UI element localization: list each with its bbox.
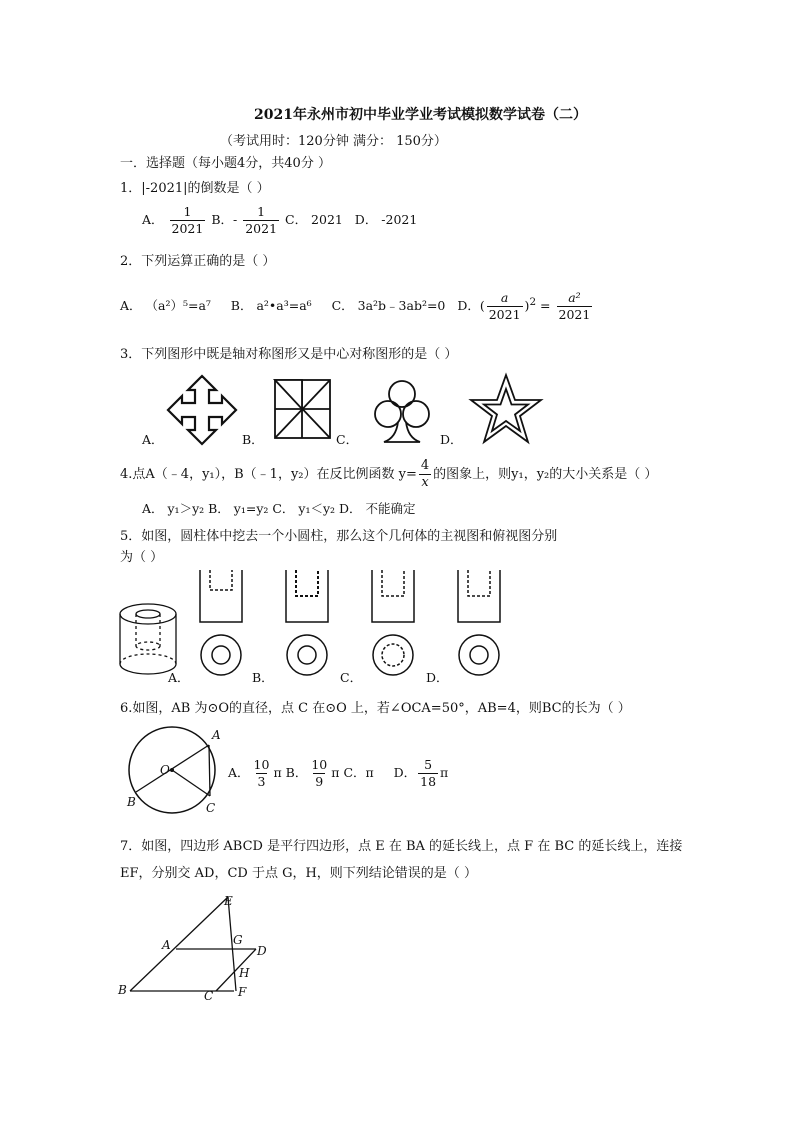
q2-d-denominator: 2021 — [488, 307, 521, 322]
q6-label-b: B — [127, 795, 136, 809]
q6-options — [228, 757, 448, 790]
q1-option-d: D． -2021 — [354, 212, 418, 227]
exam-subtitle: （考试用时：120分钟 满分： 150分） — [220, 134, 447, 149]
q4-stem-pre: 4.点A（﹣4，y₁），B（﹣1，y₂）在反比例函数 y= — [120, 467, 417, 482]
q5-label-d: D． — [426, 670, 449, 685]
q6-option-a-label: A． — [228, 765, 250, 780]
q6-circle-figure — [124, 722, 234, 817]
q4-stem — [120, 458, 657, 491]
q7-stem-line2: EF，分别交 AD，CD 于点 G，H，则下列结论错误的是（ ） — [120, 866, 477, 881]
option-a-views — [200, 570, 242, 675]
q3-figures — [140, 372, 620, 452]
q1-a-numerator: 1 — [183, 204, 192, 219]
q1-option-c: C． 2021 — [285, 212, 343, 227]
q1-option-a-fraction — [170, 204, 206, 237]
q4-options: A． y₁＞y₂ B． y₁=y₂ C． y₁＜y₂ D． 不能确定 — [142, 501, 416, 516]
q7-label-h: H — [239, 966, 250, 980]
q7-label-d: D — [257, 944, 267, 958]
q6-b-denominator: 9 — [315, 774, 324, 789]
q6-label-o: O — [160, 763, 170, 777]
q3-label-b: B． — [242, 432, 264, 447]
q6-b-fraction — [309, 757, 329, 790]
q5-label-b: B． — [252, 670, 274, 685]
option-d-views — [458, 570, 500, 675]
q6-d-fraction — [418, 757, 438, 790]
q2-option-b: B． a²•a³=a⁶ — [230, 298, 312, 313]
q6-option-d-label: D． — [393, 765, 417, 780]
q2-stem: 2．下列运算正确的是（ ） — [120, 254, 276, 269]
q5-stem-line2: 为（ ） — [120, 550, 164, 565]
q2-d-fraction — [487, 290, 523, 323]
q6-a-denominator: 3 — [257, 774, 266, 789]
q3-label-d: D． — [440, 432, 463, 447]
q2-option-d-label: D． — [457, 298, 480, 313]
q6-d-numerator: 5 — [424, 757, 433, 772]
q7-label-b: B — [118, 983, 127, 997]
q6-a-suffix: π — [273, 765, 282, 780]
q4-stem-post: 的图象上，则y₁，y₂的大小关系是（ ） — [433, 467, 658, 482]
option-b-views — [286, 570, 328, 675]
q7-label-e: E — [224, 894, 233, 908]
q2-d-power: 2 — [529, 295, 537, 308]
star-shape — [471, 375, 541, 442]
q6-a-fraction — [252, 757, 272, 790]
q2-d-numerator: a — [500, 290, 509, 305]
exam-title: 2021年永州市初中毕业学业考试模拟数学试卷（二） — [254, 107, 587, 123]
q6-label-a: A — [212, 728, 221, 742]
section-heading: 一．选择题（每小题4分，共40分 ） — [120, 156, 331, 171]
q1-option-b-label: B．- — [211, 212, 238, 227]
q2-options: A． （a²）⁵=a⁷ B． a²•a³=a⁶ C． 3a²b﹣3ab²=0 D．( $\frac{a}{2021}$ )$^2$ = $\frac{\text{a²}}{2021}$ — [120, 290, 591, 322]
q4-fraction — [419, 458, 431, 491]
q4-denominator: x — [421, 475, 429, 490]
q6-b-numerator: 10 — [311, 757, 328, 772]
q1-b-numerator: 1 — [257, 204, 266, 219]
q7-label-c: C — [204, 989, 214, 1003]
q3-stem: 3．下列图形中既是轴对称图形又是中心对称图形的是（ ） — [120, 347, 458, 362]
q1-options — [142, 204, 417, 237]
option-c-views — [372, 570, 414, 675]
q4-numerator: 4 — [420, 458, 430, 473]
q3-label-c: C． — [336, 432, 359, 447]
q1-option-a-label: A． — [142, 212, 164, 227]
q7-stem-line1: 7．如图，四边形 ABCD 是平行四边形，点 E 在 BA 的延长线上，点 F 在 BC 的延长线上，连接 — [120, 839, 683, 854]
q2-d-denominator-right: 2021 — [558, 307, 591, 322]
four-arrow-shape — [168, 376, 236, 444]
q2-d-equals: = — [540, 298, 551, 313]
club-shape — [375, 381, 429, 442]
q6-stem: 6.如图，AB 为⊙O的直径，点 C 在⊙O 上，若∠OCA=50°，AB=4，则BC的长为（ ） — [120, 701, 631, 716]
q5-label-a: A． — [168, 670, 190, 685]
q7-label-g: G — [233, 933, 243, 947]
q6-d-suffix: π — [440, 765, 449, 780]
q1-option-b-fraction — [243, 204, 279, 237]
q2-d-numerator-right: a² — [568, 290, 581, 305]
q6-d-denominator: 18 — [420, 774, 437, 789]
q2-option-c: C． 3a²b﹣3ab²=0 — [331, 298, 446, 313]
q7-label-a: A — [162, 938, 171, 952]
q1-a-denominator: 2021 — [171, 221, 204, 236]
q3-label-a: A． — [142, 432, 164, 447]
q1-b-denominator: 2021 — [245, 221, 278, 236]
pinwheel-shape — [275, 380, 330, 438]
q2-d-fraction-right — [557, 290, 593, 323]
q5-stem-line1: 5．如图，圆柱体中挖去一个小圆柱，那么这个几何体的主视图和俯视图分别 — [120, 529, 558, 544]
q1-stem: 1．|-2021|的倒数是（ ） — [120, 181, 270, 196]
q7-label-f: F — [238, 985, 247, 999]
hollow-cylinder — [120, 604, 176, 674]
q6-b-suffix: π — [331, 765, 340, 780]
q2-option-a: A． （a²）⁵=a⁷ — [120, 298, 211, 313]
q6-option-b-label: B． — [285, 765, 308, 780]
q7-parallelogram-figure — [116, 892, 276, 1004]
q5-label-c: C． — [340, 670, 363, 685]
q6-option-c: C．π — [343, 765, 374, 780]
q5-figures — [118, 566, 518, 681]
q6-label-c: C — [206, 801, 216, 815]
q6-a-numerator: 10 — [253, 757, 270, 772]
